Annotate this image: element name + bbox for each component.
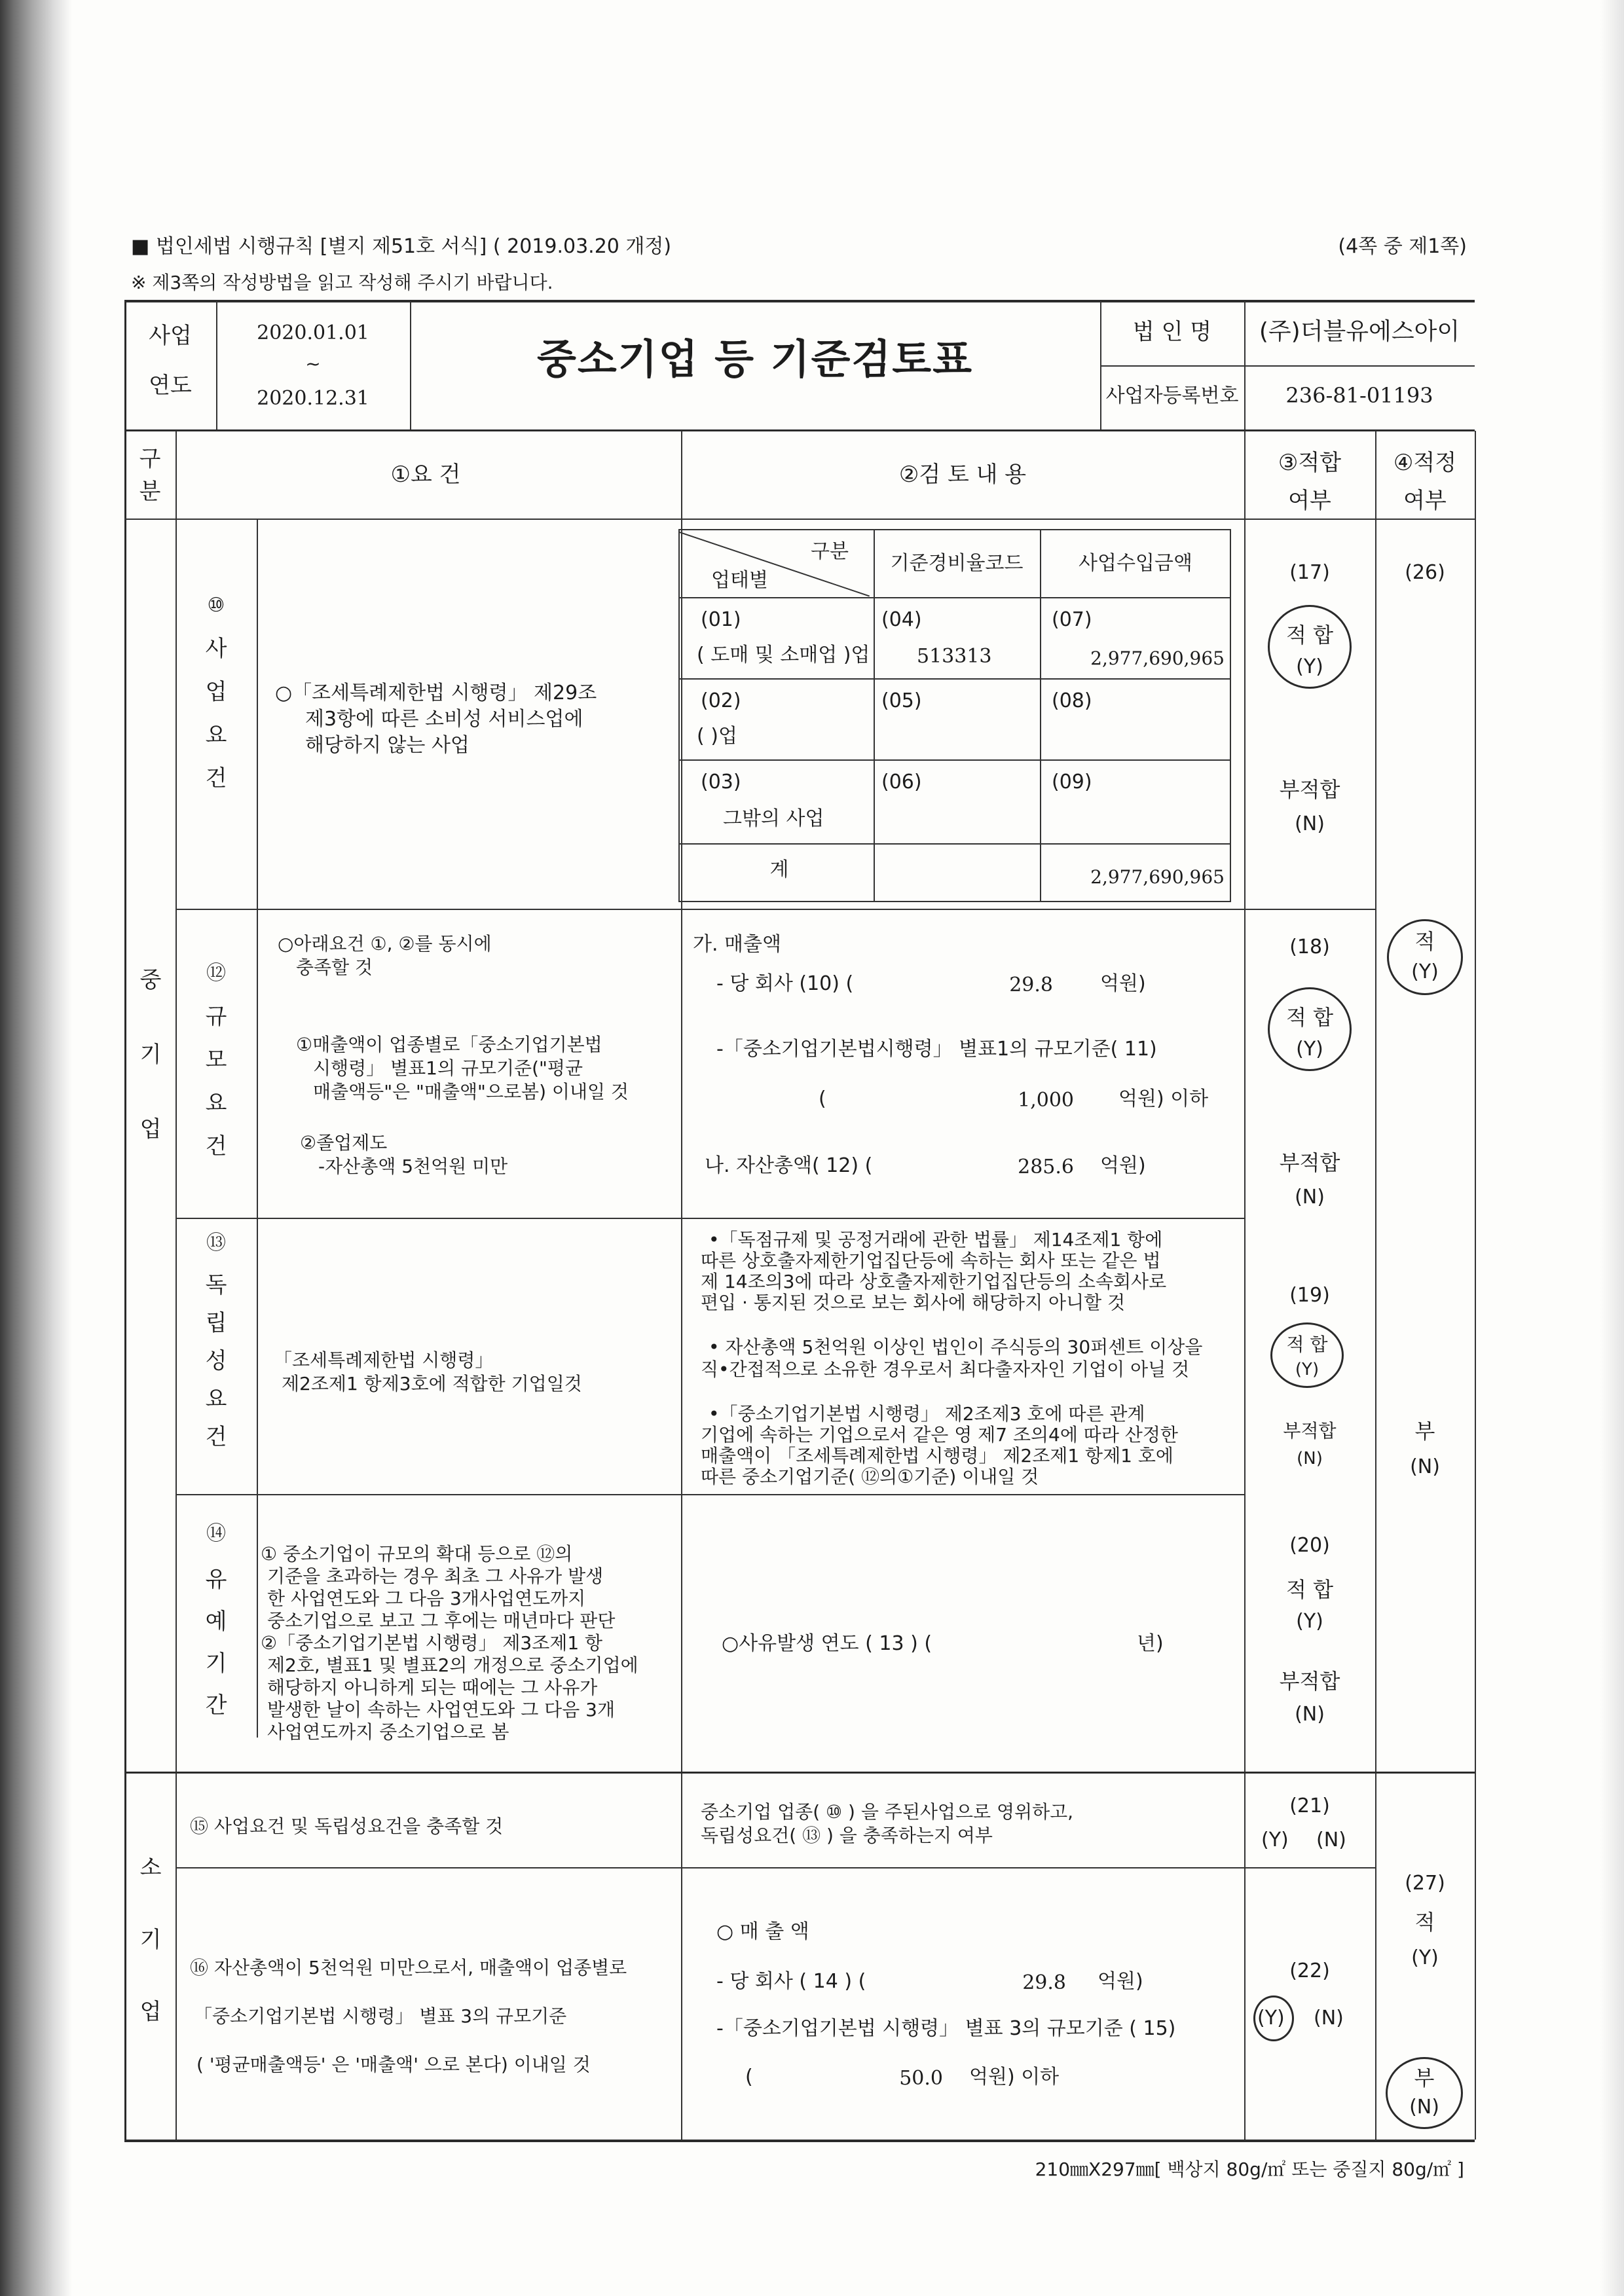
business-req-line-3: 해당하지 않는 사업 xyxy=(305,734,470,757)
fiscal-label-1: 사업 xyxy=(149,323,192,349)
frame-left xyxy=(124,300,126,2141)
grace-req-line-4: 중소기업으로 보고 그 후에는 매년마다 판단 xyxy=(267,1610,616,1631)
bt-row3-name: 그밖의 사업 xyxy=(723,807,824,830)
col-proper-2: 여부 xyxy=(1403,488,1447,514)
grace-req-line-6: 제2호, 별표1 및 별표2의 개정으로 중소기업에 xyxy=(267,1654,638,1676)
col-divider-group xyxy=(175,431,177,2140)
small-req2-line-1: ⑯ 자산총액이 5천억원 미만으로서, 매출액이 업종별로 xyxy=(190,1957,627,1978)
indep-proper-n: (N) xyxy=(1410,1455,1440,1478)
business-label: 사 업 요 건 xyxy=(205,636,227,792)
period-separator: ~ xyxy=(305,353,321,374)
bt-row3-rev-no: (09) xyxy=(1052,771,1092,793)
scale-rev-a-line: - 당 회사 (10) ( xyxy=(716,972,854,995)
scale-rev-a-unit: 억원) xyxy=(1100,972,1146,995)
grace-fit-no-label: 부적합 xyxy=(1279,1669,1340,1694)
col-fit-2: 여부 xyxy=(1288,488,1331,514)
small-review2-a-value: 29.8 xyxy=(1022,1971,1066,1994)
rule-group-split xyxy=(124,1772,1475,1774)
scale-fit-no: (18) xyxy=(1289,936,1330,958)
small-review1-line-1: 중소기업 업종( ⑩ ) 을 주된사업으로 영위하고, xyxy=(701,1801,1074,1823)
scale-rev-b-line: -「중소기업기본법시행령」 별표1의 규모기준( 11) xyxy=(716,1038,1157,1061)
bt-row1-code-no: (04) xyxy=(881,608,922,631)
business-code: ⑩ xyxy=(207,594,225,617)
col-proper-1: ④적정 xyxy=(1393,450,1457,476)
grace-req-line-9: 사업연도까지 중소기업으로 봄 xyxy=(267,1721,509,1743)
indep-rev1-line-1: •「독점규제 및 공정거래에 관한 법률」 제14조제1 항에 xyxy=(709,1229,1163,1250)
col-divider-fit xyxy=(1244,431,1246,2140)
form-regulation: ■ 법인세법 시행규칙 [별지 제51호 서식] ( 2019.03.20 개정) xyxy=(131,235,672,258)
indep-rev1-line-3: 제 14조의3에 따라 상호출자제한기업집단등의 소속회사로 xyxy=(701,1271,1167,1292)
grace-fit-yes-y: (Y) xyxy=(1296,1610,1323,1633)
small-proper-y: (Y) xyxy=(1411,1946,1439,1969)
indep-fit-no-n: (N) xyxy=(1297,1449,1323,1468)
grace-req-line-2: 기준을 초과하는 경우 최초 그 사유가 발생 xyxy=(267,1565,604,1587)
row-rule-1 xyxy=(175,909,1375,910)
scale-fit-yes: 적 합 xyxy=(1286,1005,1333,1030)
bt-row1-revenue: 2,977,690,965 xyxy=(1090,647,1225,669)
scale-rev-b-open: ( xyxy=(819,1087,826,1110)
small-review2-a-unit: 억원) xyxy=(1098,1970,1143,1993)
small-review2-b-value: 50.0 xyxy=(899,2067,943,2090)
bt-row1-rev-no: (07) xyxy=(1052,608,1092,631)
small1-fit-no: (21) xyxy=(1289,1795,1330,1817)
scale-rev-a-value: 29.8 xyxy=(1009,974,1053,996)
scale-req1-line-2: 시행령」 별표1의 규모기준("평균 xyxy=(313,1057,583,1079)
indep-proper: 부 xyxy=(1414,1419,1435,1444)
scale-fit-yes-y: (Y) xyxy=(1296,1038,1323,1061)
corp-name: (주)더블유에스아이 xyxy=(1259,318,1460,345)
row-rule-2 xyxy=(175,1218,1244,1219)
scale-rev-c-line: 나. 자산총액( 12) ( xyxy=(705,1154,873,1177)
grace-req-line-7: 해당하지 아니하게 되는 때에는 그 사유가 xyxy=(267,1677,598,1698)
grace-fit-no: (20) xyxy=(1289,1534,1330,1557)
business-fit-yes-y: (Y) xyxy=(1296,655,1323,678)
rule-top xyxy=(124,300,1475,302)
page-count: (4쪽 중 제1쪽) xyxy=(1338,235,1467,258)
small-proper-no: (27) xyxy=(1405,1872,1445,1895)
bt-col-1 xyxy=(874,529,875,902)
business-req-line-2: 제3항에 따른 소비성 서비스업에 xyxy=(305,708,583,731)
small-proper-no-label: 부 xyxy=(1414,2066,1435,2090)
small-proper-n: (N) xyxy=(1409,2096,1439,2119)
scan-shadow-left xyxy=(0,0,72,2296)
bt-row2-no: (02) xyxy=(701,689,741,712)
indep-rev3-line-1: •「중소기업기본법 시행령」 제2조제3 호에 따른 관계 xyxy=(709,1403,1145,1425)
scale-code: ⑫ xyxy=(206,962,226,985)
frame-right xyxy=(1475,431,1476,2140)
business-fit-no: (17) xyxy=(1289,561,1330,584)
small-review2-b-open: ( xyxy=(745,2066,753,2088)
small-req1: ⑮ 사업요건 및 독립성요건을 충족할 것 xyxy=(190,1815,504,1837)
bt-row1-no: (01) xyxy=(701,608,741,631)
business-req-line-1: ○「조세특례제한법 시행령」 제29조 xyxy=(275,682,597,704)
col-divider-proper xyxy=(1375,431,1376,2140)
grace-req-line-8: 발생한 날이 속하는 사업연도와 그 다음 3개 xyxy=(267,1699,616,1721)
bt-total-label: 계 xyxy=(769,858,789,881)
hdr-divider-1 xyxy=(216,301,217,429)
scale-req1-line-1: ①매출액이 업종별로「중소기업기본법 xyxy=(296,1034,602,1055)
indep-fit-yes: 적 합 xyxy=(1286,1334,1328,1355)
grace-review-unit: 년) xyxy=(1137,1632,1164,1655)
small-review2-b-unit: 억원) 이하 xyxy=(969,2066,1060,2088)
small-review2-a: - 당 회사 ( 14 ) ( xyxy=(716,1970,866,1993)
small-review2-title: ○ 매 출 액 xyxy=(716,1920,809,1943)
grace-fit-no-n: (N) xyxy=(1295,1703,1325,1726)
small1-fit-n: (N) xyxy=(1316,1829,1346,1851)
grace-review: ○사유발생 연도 ( 13 ) ( xyxy=(722,1632,932,1655)
grace-label: 유 예 기 간 xyxy=(205,1567,227,1719)
fiscal-label-2: 연도 xyxy=(149,373,192,399)
bt-col-code: 기준경비율코드 xyxy=(890,552,1024,575)
business-fit-no-label: 부적합 xyxy=(1279,777,1340,802)
col-category-2: 분 xyxy=(139,479,161,505)
period-start: 2020.01.01 xyxy=(257,321,369,344)
grace-req-line-5: ②「중소기업기본법 시행령」 제3조제1 항 xyxy=(261,1632,603,1654)
document-title: 중소기업 등 기준검토표 xyxy=(536,335,974,383)
bt-col-revenue: 사업수입금액 xyxy=(1079,552,1192,575)
corp-name-label: 법 인 명 xyxy=(1132,319,1212,345)
scale-fit-no-n: (N) xyxy=(1295,1186,1325,1209)
bt-row-3 xyxy=(678,759,1231,761)
group-sme: 중 기 업 xyxy=(139,967,162,1142)
small2-fit-y: (Y) xyxy=(1257,2007,1285,2030)
bt-row-4 xyxy=(678,843,1231,845)
bt-row1-code: 513313 xyxy=(917,645,992,668)
indep-rev2-line-2: 직•간접적으로 소유한 경우로서 최다출자자인 기업이 아닐 것 xyxy=(701,1358,1190,1380)
indep-req-line-1: 「조세특례제한법 시행령」 xyxy=(274,1349,494,1371)
bt-corner-top: 구분 xyxy=(811,540,849,563)
rule-bottom xyxy=(124,2140,1475,2142)
indep-label: 독 립 성 요 건 xyxy=(205,1272,227,1450)
scale-req1-line-3: 매출액등"은 "매출액"으로봄) 이내일 것 xyxy=(313,1081,629,1102)
indep-req-line-2: 제2조제1 항제3호에 적합한 기업일것 xyxy=(282,1373,582,1394)
bt-row2-name: ( )업 xyxy=(697,725,737,748)
indep-fit-no-label: 부적합 xyxy=(1283,1420,1337,1442)
group-small: 소 기 업 xyxy=(139,1855,162,2025)
scale-fit-no-label: 부적합 xyxy=(1279,1150,1340,1175)
indep-rev1-line-4: 편입 · 통지된 것으로 보는 회사에 해당하지 아니할 것 xyxy=(701,1292,1126,1313)
code-col-divider xyxy=(257,520,258,1738)
biz-no-label: 사업자등록번호 xyxy=(1105,384,1239,407)
indep-fit-no: (19) xyxy=(1289,1284,1330,1307)
hdr-divider-2 xyxy=(410,301,411,429)
indep-rev3-line-2: 기업에 속하는 기업으로서 같은 영 제7 조의4에 따라 산정한 xyxy=(701,1424,1178,1446)
small2-fit-n: (N) xyxy=(1314,2007,1344,2030)
indep-rev3-line-4: 따른 중소기업기준( ⑫의①기준) 이내일 것 xyxy=(701,1466,1039,1487)
bt-row3-no: (03) xyxy=(701,771,741,793)
grace-req-line-1: ① 중소기업이 규모의 확대 등으로 ⑫의 xyxy=(261,1543,573,1565)
scale-rev-c-unit: 억원) xyxy=(1100,1154,1146,1177)
small2-fit-no: (22) xyxy=(1289,1959,1330,1982)
bt-row-1 xyxy=(678,597,1231,598)
small-req2-line-2: 「중소기업기본법 시행령」 별표 3의 규모기준 xyxy=(194,2005,567,2027)
indep-rev3-line-3: 매출액이 「조세특례제한법 시행령」 제2조제1 항제1 호에 xyxy=(701,1445,1173,1467)
grace-code: ⑭ xyxy=(206,1522,226,1545)
scan-shadow-right xyxy=(1600,0,1624,2296)
business-fit-yes: 적 합 xyxy=(1286,623,1333,647)
scale-rev-title: 가. 매출액 xyxy=(693,933,781,956)
scale-proper: 적 xyxy=(1414,929,1435,954)
indep-rev1-line-2: 따른 상호출자제한기업집단등에 속하는 회사 또는 같은 법 xyxy=(701,1250,1161,1271)
scale-req-intro-2: 충족할 것 xyxy=(296,957,373,978)
bt-row-2 xyxy=(678,678,1231,680)
bt-total: 2,977,690,965 xyxy=(1090,866,1225,888)
scale-req2-line-2: -자산총액 5천억원 미만 xyxy=(318,1156,508,1177)
footer-paper-spec: 210㎜X297㎜[ 백상지 80g/㎡ 또는 중질지 80g/㎡ ] xyxy=(1035,2159,1464,2180)
row-rule-3 xyxy=(175,1494,1244,1495)
bt-row2-code-no: (05) xyxy=(881,689,922,712)
small1-fit-y: (Y) xyxy=(1261,1829,1289,1851)
rule-header-bottom xyxy=(124,429,1475,431)
scale-proper-y: (Y) xyxy=(1411,960,1439,983)
col-fit-1: ③적합 xyxy=(1278,450,1342,476)
indep-fit-yes-y: (Y) xyxy=(1295,1360,1320,1379)
scale-rev-c-value: 285.6 xyxy=(1018,1156,1074,1178)
scale-label: 규 모 요 건 xyxy=(205,1004,227,1159)
period-end: 2020.12.31 xyxy=(257,387,369,410)
bt-row3-code-no: (06) xyxy=(881,771,922,793)
indep-code: ⑬ xyxy=(206,1231,226,1254)
col-category-1: 구 xyxy=(139,446,161,472)
bt-corner-bottom: 업태별 xyxy=(711,569,768,592)
bt-row1-name: ( 도매 및 소매업 )업 xyxy=(697,644,870,666)
biz-no: 236-81-01193 xyxy=(1285,383,1433,408)
hdr-mid-rule xyxy=(1100,365,1475,367)
small-req2-line-3: ( '평균매출액등' 은 '매출액' 으로 본다) 이내일 것 xyxy=(196,2054,591,2075)
bt-row2-rev-no: (08) xyxy=(1052,689,1092,712)
row-rule-4 xyxy=(175,1867,1375,1868)
indep-rev2-line-1: • 자산총액 5천억원 이상인 법인이 주식등의 30퍼센트 이상을 xyxy=(709,1336,1203,1358)
scale-req2-line-1: ②졸업제도 xyxy=(300,1132,388,1154)
scale-rev-b-value: 1,000 xyxy=(1018,1089,1074,1112)
business-fit-no-n: (N) xyxy=(1295,812,1325,835)
small-review1-line-2: 독립성요건( ⑬ ) 을 충족하는지 여부 xyxy=(701,1825,993,1846)
grace-fit-yes: 적 합 xyxy=(1286,1577,1333,1602)
scale-rev-b-unit: 억원) 이하 xyxy=(1118,1087,1209,1110)
scale-req-intro-1: ○아래요건 ①, ②를 동시에 xyxy=(278,933,492,955)
small-proper: 적 xyxy=(1414,1910,1435,1935)
col-review: ②검 토 내 용 xyxy=(898,462,1027,488)
business-proper-no: (26) xyxy=(1405,561,1445,584)
bt-col-2 xyxy=(1040,529,1041,902)
col-header-bottom xyxy=(124,519,1475,520)
instruction-note: ※ 제3쪽의 작성방법을 읽고 작성해 주시기 바랍니다. xyxy=(131,272,553,293)
grace-req-line-3: 한 사업연도와 그 다음 3개사업연도까지 xyxy=(267,1588,586,1609)
col-requirement: ①요 건 xyxy=(390,462,461,488)
small-review2-b: -「중소기업기본법 시행령」 별표 3의 규모기준 ( 15) xyxy=(716,2017,1176,2040)
